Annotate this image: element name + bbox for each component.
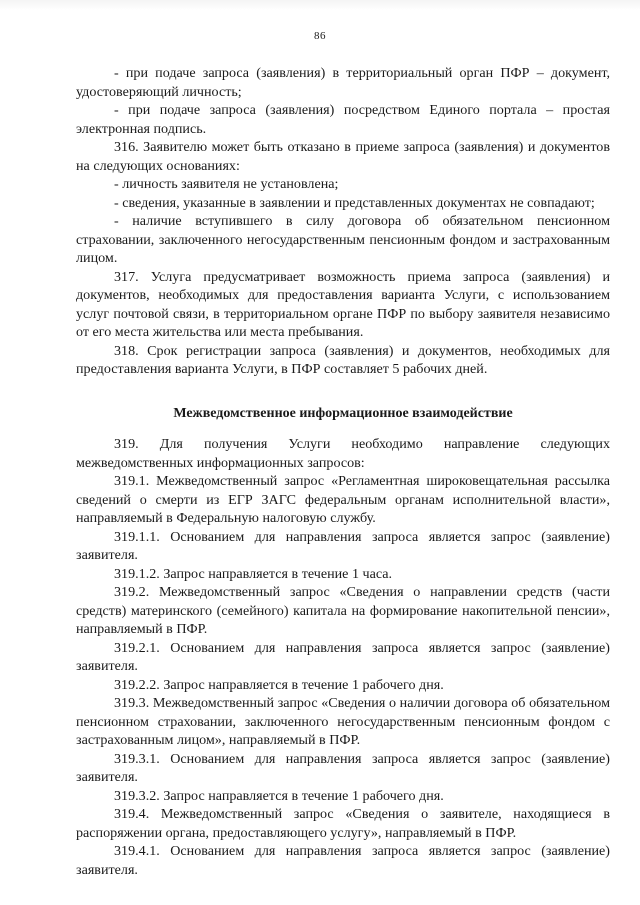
paragraph-319-4: 319.4. Межведомственный запрос «Сведения о заявителе, находящиеся в распоряжении органа, предоставляющего услугу», направляемый в ПФР.	[76, 806, 610, 841]
paragraph-bullet-identity-document: - при подаче запроса (заявления) в территориальный орган ПФР – документ, удостоверяющий личность;	[76, 65, 610, 100]
paragraph-318: 318. Срок регистрации запроса (заявления) и документов, необходимых для предоставления варианта Услуги, в ПФР составляет 5 рабочих дней.	[76, 342, 610, 377]
paragraph-319-1: 319.1. Межведомственный запрос «Регламентная широковещательная рассылка сведений о смерти из ЕГР ЗАГС федеральным органам исполнительной власти», направляемый в Федеральную налоговую службу.	[76, 473, 610, 526]
paragraph-319-2: 319.2. Межведомственный запрос «Сведения о направлении средств (части средств) материнского (семейного) капитала на формирование накопительной пенсии», направляемый в ПФР.	[76, 584, 610, 637]
paragraph-bullet-identity-not-established: - личность заявителя не установлена;	[114, 176, 339, 192]
paragraph-319-2-1: 319.2.1. Основанием для направления запроса является запрос (заявление) заявителя.	[76, 639, 610, 674]
paragraph-317: 317. Услуга предусматривает возможность приема запроса (заявления) и документов, необходимых для предоставления варианта Услуги, с использованием услуг почтовой связи, в территориальном органе ПФР по выбору заявителя независимо от его места жительства или места пребывания.	[76, 268, 610, 340]
paragraph-bullet-data-mismatch: - сведения, указанные в заявлении и представленных документах не совпадают;	[114, 194, 595, 211]
paragraph-319-1-2: 319.1.2. Запрос направляется в течение 1 часа.	[114, 565, 393, 582]
paragraph-319-2-2: 319.2.2. Запрос направляется в течение 1 рабочего дня.	[114, 676, 444, 693]
paragraph-319-3-2: 319.3.2. Запрос направляется в течение 1 рабочего дня.	[114, 787, 444, 804]
paragraph-319: 319. Для получения Услуги необходимо направление следующих межведомственных информационных запросов:	[76, 436, 610, 471]
paragraph-319-3: 319.3. Межведомственный запрос «Сведения о наличии договора об обязательном пенсионном страховании, заключенного негосударственным пенсионным фондом с застрахованным лицом», направляемый в ПФР.	[76, 695, 610, 748]
paragraph-bullet-electronic-signature: - при подаче запроса (заявления) посредством Единого портала – простая электронная подпись.	[76, 102, 610, 137]
paragraph-319-1-1: 319.1.1. Основанием для направления запроса является запрос (заявление) заявителя.	[76, 528, 610, 563]
document-body	[76, 64, 610, 879]
section-heading: Межведомственное информационное взаимодействие	[173, 405, 513, 421]
scan-edge	[0, 0, 640, 10]
paragraph-319-4-1: 319.4.1. Основанием для направления запроса является запрос (заявление) заявителя.	[76, 843, 610, 878]
paragraph-316: 316. Заявителю может быть отказано в приеме запроса (заявления) и документов на следующих основаниях:	[76, 139, 610, 174]
paragraph-319-3-1: 319.3.1. Основанием для направления запроса является запрос (заявление) заявителя.	[76, 750, 610, 785]
paragraph-bullet-existing-contract: - наличие вступившего в силу договора об обязательном пенсионном страховании, заключенного негосударственным пенсионным фондом и застрахованным лицом.	[76, 213, 610, 266]
page-number: 86	[314, 30, 326, 42]
